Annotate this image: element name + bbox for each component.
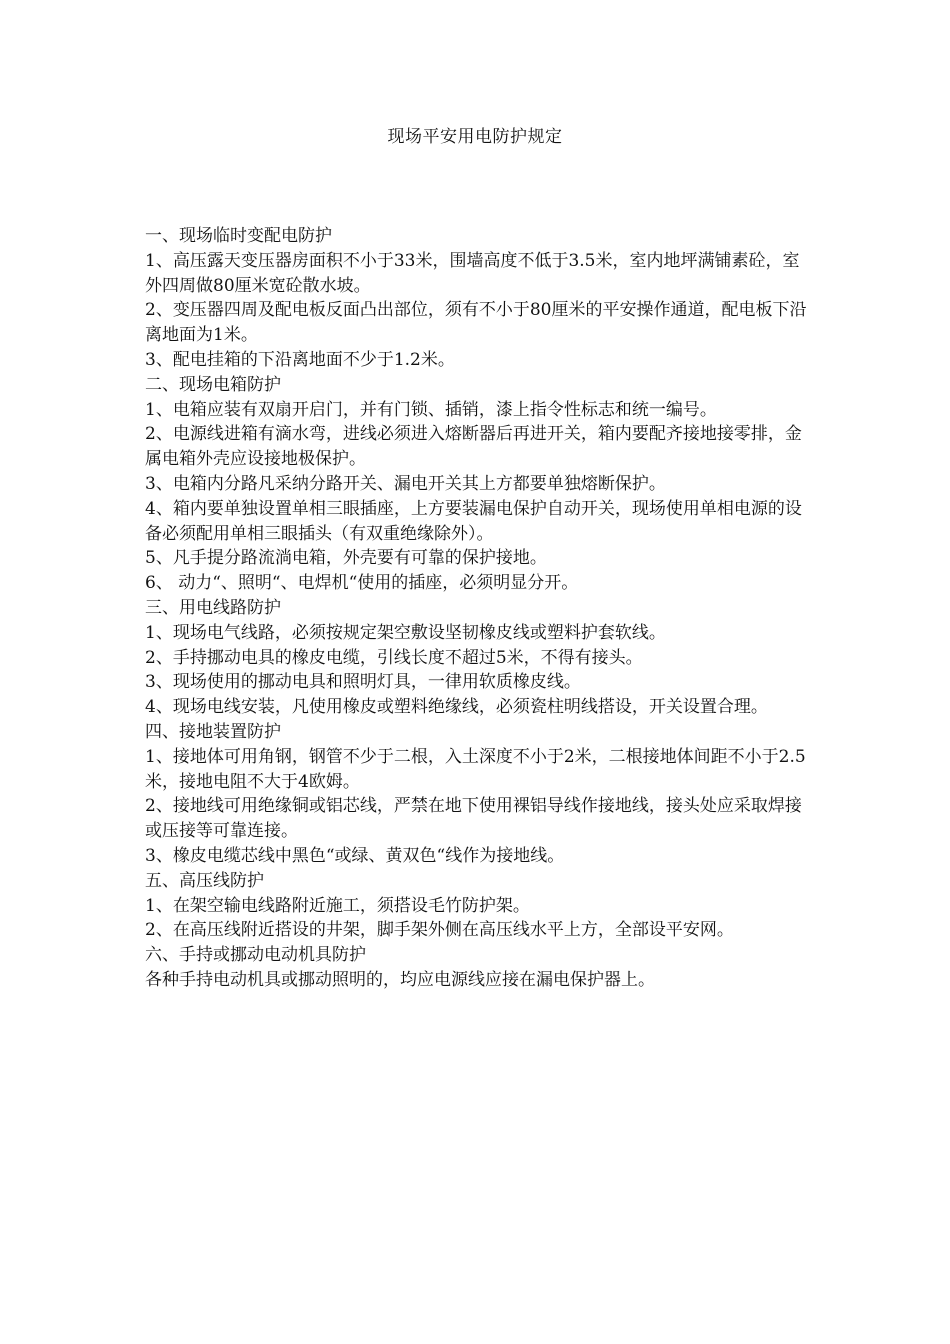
paragraph: 1、高压露天变压器房面积不小于33米，围墙高度不低于3.5米，室内地坪满铺素砼，室外四周做80厘米宽砼散水坡。 <box>145 250 800 296</box>
paragraph: 各种手持电动机具或挪动照明的，均应电源线应接在漏电保护器上。 <box>145 969 655 990</box>
paragraph: 1、接地体可用角钢，钢管不少于二根，入土深度不小于2米，二根接地体间距不小于2.5米，接地电阻不大于4欧姆。 <box>145 746 806 792</box>
section-heading: 五、高压线防护 <box>145 870 264 891</box>
paragraph: 3、现场使用的挪动电具和照明灯具，一律用软质橡皮线。 <box>145 672 581 693</box>
document-body <box>145 224 810 993</box>
paragraph: 2、变压器四周及配电板反面凸出部位，须有不小于80厘米的平安操作通道，配电板下沿离地面为1米。 <box>145 300 807 346</box>
paragraph: 3、配电挂箱的下沿离地面不少于1.2米。 <box>145 349 455 370</box>
paragraph: 6、 动力“、照明“、电焊机“使用的插座，必须明显分开。 <box>145 573 579 594</box>
paragraph: 2、手持挪动电具的橡皮电缆，引线长度不超过5米，不得有接头。 <box>145 647 643 668</box>
paragraph: 4、箱内要单独设置单相三眼插座，上方要装漏电保护自动开关，现场使用单相电源的设备必须配用单相三眼插头（有双重绝缘除外）。 <box>145 498 802 544</box>
paragraph: 1、现场电气线路，必须按规定架空敷设坚韧橡皮线或塑料护套软线。 <box>145 622 666 643</box>
paragraph: 3、电箱内分路凡采纳分路开关、漏电开关其上方都要单独熔断保护。 <box>145 473 666 494</box>
page-title: 现场平安用电防护规定 <box>387 127 563 147</box>
paragraph: 3、橡皮电缆芯线中黑色“或绿、黄双色“线作为接地线。 <box>145 845 565 866</box>
paragraph: 4、现场电线安装，凡使用橡皮或塑料绝缘线，必须瓷柱明线搭设，开关设置合理。 <box>145 697 768 718</box>
section-heading: 二、现场电箱防护 <box>145 374 281 395</box>
paragraph: 1、在架空输电线路附近施工，须搭设毛竹防护架。 <box>145 895 530 916</box>
paragraph: 5、凡手提分路流淌电箱，外壳要有可靠的保护接地。 <box>145 548 547 569</box>
section-heading: 六、手持或挪动电动机具防护 <box>145 945 366 966</box>
section-heading: 三、用电线路防护 <box>145 597 281 618</box>
paragraph: 1、电箱应装有双扇开启门，并有门锁、插销，漆上指令性标志和统一编号。 <box>145 399 717 420</box>
paragraph: 2、在高压线附近搭设的井架，脚手架外侧在高压线水平上方，全部设平安网。 <box>145 920 734 941</box>
section-heading: 四、接地装置防护 <box>145 721 281 742</box>
section-heading: 一、现场临时变配电防护 <box>145 226 332 246</box>
paragraph: 2、电源线进箱有滴水弯，进线必须进入熔断器后再进开关，箱内要配齐接地接零排，金属电箱外壳应设接地极保护。 <box>145 424 802 470</box>
paragraph: 2、接地线可用绝缘铜或铝芯线，严禁在地下使用裸铝导线作接地线，接头处应采取焊接或压接等可靠连接。 <box>145 796 802 842</box>
